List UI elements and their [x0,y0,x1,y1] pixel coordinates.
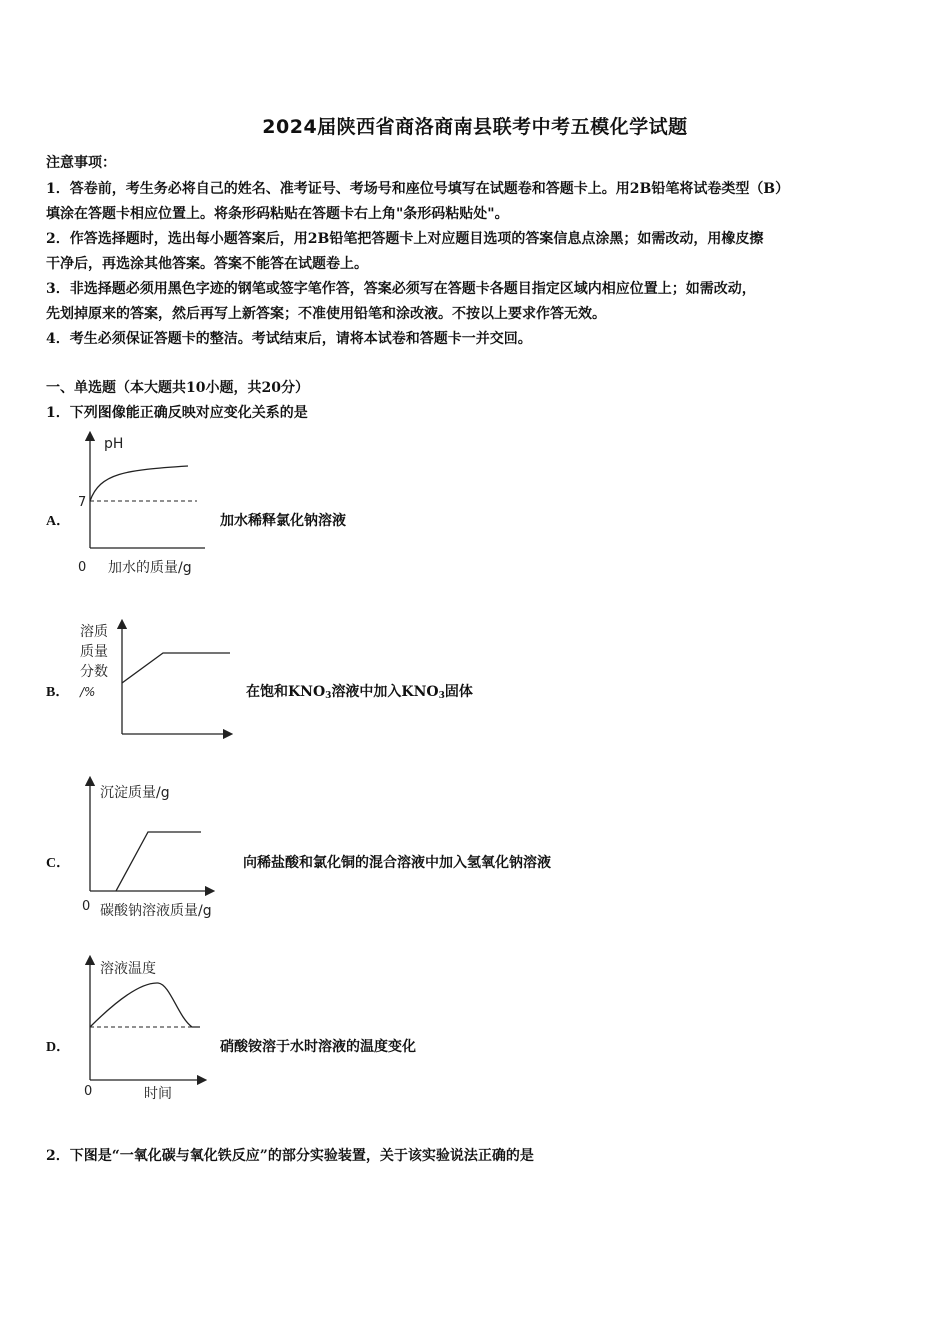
subscript: 3 [438,691,445,701]
option-a-graph [70,428,220,578]
question-1-stem: 1．下列图像能正确反映对应变化关系的是 [46,405,308,421]
option-d-label: D． [46,1040,71,1055]
option-c-graph [70,775,245,920]
option-b-text-part: 在饱和KNO [246,684,326,700]
section-heading: 一、单选题（本大题共10小题，共20分） [46,380,309,396]
y-axis-label: 溶液温度 [100,961,156,977]
ph-curve [90,466,188,501]
temperature-curve [90,983,200,1027]
notice-line: 干净后，再选涂其他答案。答案不能答在试题卷上。 [46,256,368,272]
option-d-graph [70,952,220,1107]
y-axis-label: 质量 [80,644,108,660]
solubility-curve [122,653,230,683]
notice-line: 填涂在答题卡相应位置上。将条形码粘贴在答题卡右上角"条形码粘贴处"。 [46,206,509,222]
y-axis-label: 分数 [80,664,108,680]
notice-heading: 注意事项： [46,155,116,171]
x-axis-label: 时间 [144,1086,172,1102]
option-d-text: 硝酸铵溶于水时溶液的温度变化 [220,1039,416,1055]
y-axis-label: /% [80,685,96,699]
x-axis-label: 加水的质量/g [108,560,192,576]
precipitate-curve [116,832,201,891]
notice-line: 3．非选择题必须用黑色字迹的钢笔或签字笔作答，答案必须写在答题卡各题目指定区域内相应位置上；如需改动， [46,281,756,297]
subscript: 3 [325,691,332,701]
option-b-text-part: 溶液中加入KNO [331,684,439,700]
option-b-label: B． [46,685,70,700]
page-title: 2024届陕西省商洛商南县联考中考五模化学试题 [262,116,688,138]
option-a-label: A． [46,514,71,529]
origin-label: 0 [78,560,87,575]
y-axis-label: 沉淀质量/g [100,785,170,801]
origin-label: 0 [82,899,91,914]
origin-label: 0 [84,1084,93,1099]
notice-line: 先划掉原来的答案，然后再写上新答案；不准使用铅笔和涂改液。不按以上要求作答无效。 [46,306,606,322]
mark-seven: 7 [78,495,87,510]
notice-line: 1．答卷前，考生务必将自己的姓名、准考证号、考场号和座位号填写在试题卷和答题卡上。用2B铅笔将试卷类型（B） [46,181,790,197]
y-axis-label: pH [104,436,124,452]
option-c-label: C． [46,856,71,871]
option-a-text: 加水稀释氯化钠溶液 [220,513,346,529]
question-2-stem: 2．下图是“一氧化碳与氧化铁反应”的部分实验装置，关于该实验说法正确的是 [46,1148,534,1164]
option-b-text [246,681,473,701]
option-b-graph [70,616,240,746]
option-c-text: 向稀盐酸和氯化铜的混合溶液中加入氢氧化钠溶液 [243,855,551,871]
option-b-text-part: 固体 [444,684,473,700]
x-axis-label: 碳酸钠溶液质量/g [100,903,212,919]
notice-line: 4．考生必须保证答题卡的整洁。考试结束后，请将本试卷和答题卡一并交回。 [46,331,532,347]
notice-line: 2．作答选择题时，选出每小题答案后，用2B铅笔把答题卡上对应题目选项的答案信息点涂黑；如需改动，用橡皮擦 [46,231,764,247]
y-axis-label: 溶质 [80,624,108,640]
